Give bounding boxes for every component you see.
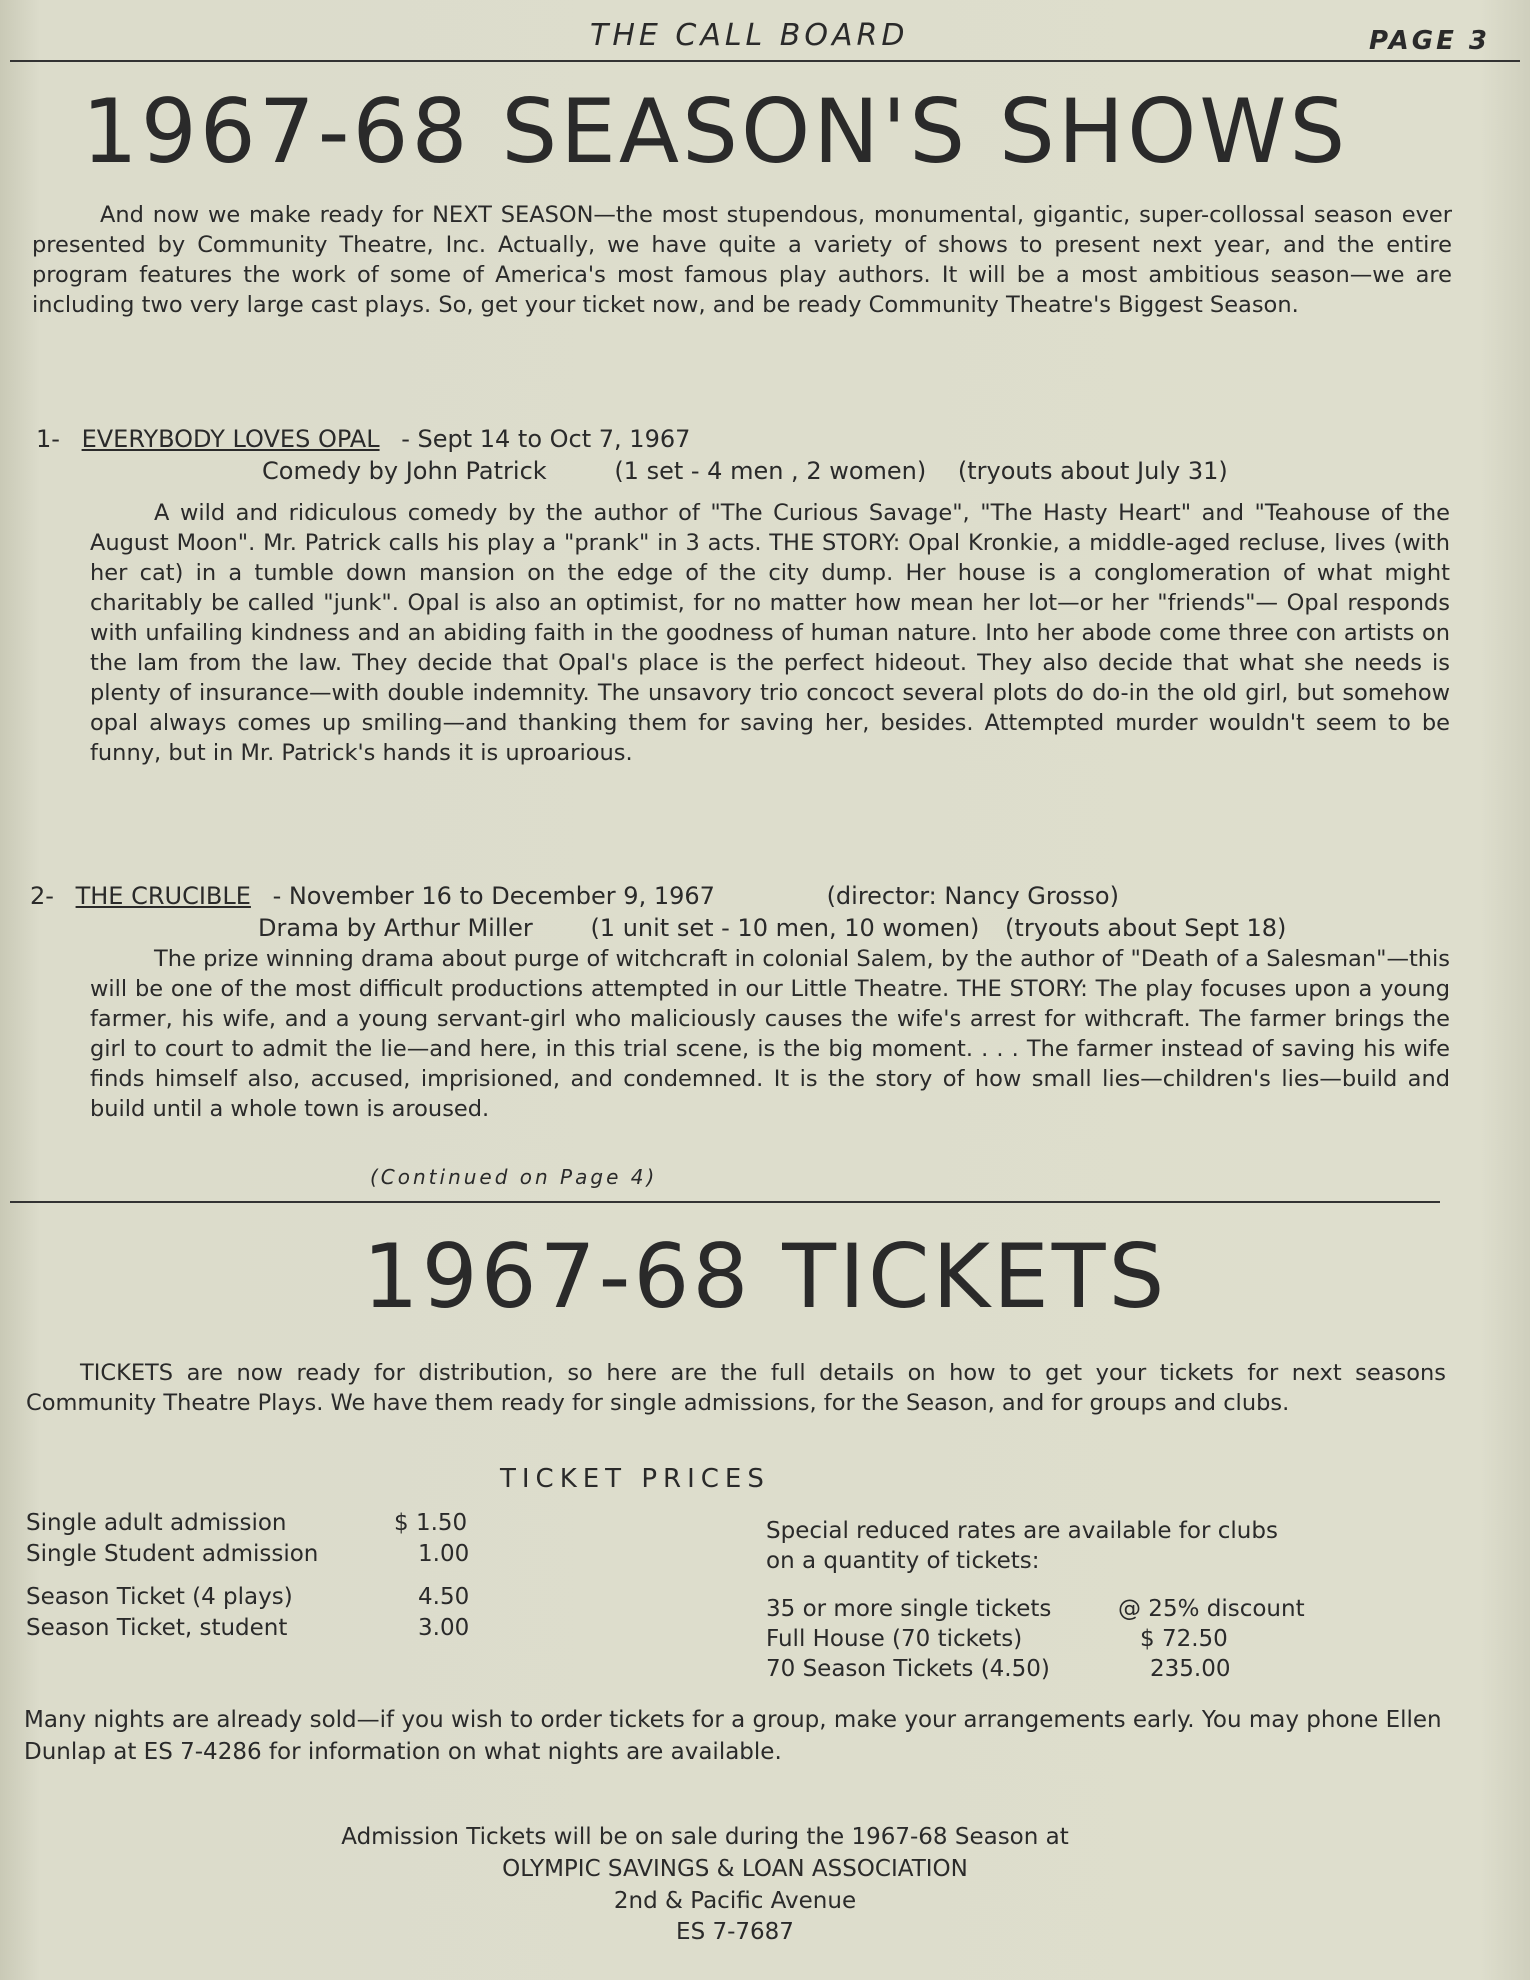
show-1-dates: - Sept 14 to Oct 7, 1967 [401, 425, 691, 453]
price-value: 1.00 [418, 1541, 470, 1567]
footer-phone: ES 7-7687 [676, 1919, 794, 1945]
footer-line-1: Admission Tickets will be on sale during the 1967-68 Season at [341, 1824, 1069, 1850]
show-2-header [30, 882, 1119, 910]
continued-note: (Continued on Page 4) [370, 1165, 658, 1189]
group-rate-label: Full House (70 tickets) [766, 1626, 1023, 1652]
show-2-title: THE CRUCIBLE [75, 882, 251, 910]
closing-note: Many nights are already sold—if you wish to order tickets for a group, make your arrangements early. You may phone Ellen Dunlap at ES 7-4286 for information on what nights are available. [24, 1707, 1442, 1765]
price-value: 3.00 [418, 1615, 470, 1641]
ticket-prices-heading: TICKET PRICES [500, 1464, 770, 1494]
show-2-director: (director: Nancy Grosso) [826, 882, 1119, 910]
masthead-title: THE CALL BOARD [590, 18, 909, 53]
intro-paragraph: And now we make ready for NEXT SEASON—the most stupendous, monumental, gigantic, super-collossal season ever presented by Community Theatre, Inc. Actually, we have quite a variety of shows to present next year, and the entire program features the work of some of America's most famous play authors. It will be a most ambitious season—we are including two very large cast plays. So, get your ticket now, and be ready Community Theatre's Biggest Season. [32, 202, 1452, 318]
show-1-title: EVERYBODY LOVES OPAL [81, 425, 380, 453]
group-note-line-1: Special reduced rates are available for clubs [766, 1518, 1278, 1544]
show-1-description: A wild and ridiculous comedy by the author of "The Curious Savage", "The Hasty Heart" and "Teahouse of the August Moon". Mr. Patrick calls his play a "prank" in 3 acts. THE STORY: Opal Kronkie, a middle-aged recluse, lives (with her cat) in a tumble down mansion on the edge of the city dump. Her house is a conglomeration of what might charitably be called "junk". Opal is also an optimist, for no matter how mean her lot—or her "friends"— Opal responds with unfailing kindness and an abiding faith in the goodness of human nature. Into her abode come three con artists on the lam from the law. They decide that Opal's place is the perfect hideout. They also decide that what she needs is plenty of insurance—with double indemnity. The unsavory trio concoct several plots do do-in the old girl, but somehow opal always comes up smiling—and thanking them for saving her, besides. Attempted murder wouldn't seem to be funny, but in Mr. Patrick's hands it is uproarious. [90, 500, 1450, 766]
page-number: PAGE 3 [1368, 26, 1490, 56]
footer-address: 2nd & Pacific Avenue [613, 1888, 857, 1914]
price-label: Single Student admission [26, 1541, 319, 1567]
show-2-subheader [258, 914, 1286, 942]
group-rate-value: @ 25% discount [1118, 1596, 1305, 1622]
show-2-tryouts: (tryouts about Sept 18) [1005, 914, 1287, 942]
price-label: Season Ticket (4 plays) [26, 1584, 293, 1610]
masthead [10, 12, 1520, 62]
show-1-subheader [262, 457, 1228, 485]
group-note-line-2: on a quantity of tickets: [766, 1548, 1040, 1574]
show-1-tryouts: (tryouts about July 31) [957, 457, 1228, 485]
price-value: $ 1.50 [394, 1510, 468, 1536]
show-2-cast: (1 unit set - 10 men, 10 women) [590, 914, 980, 942]
show-1-genre: Comedy by John Patrick [262, 457, 547, 485]
show-1-number: 1- [36, 425, 60, 453]
show-1-header [36, 425, 690, 453]
footer-organization: OLYMPIC SAVINGS & LOAN ASSOCIATION [502, 1856, 968, 1882]
group-rate-value: $ 72.50 [1140, 1626, 1228, 1652]
price-label: Season Ticket, student [26, 1615, 288, 1641]
price-label: Single adult admission [26, 1510, 287, 1536]
show-1-cast: (1 set - 4 men , 2 women) [614, 457, 927, 485]
tickets-title: 1967-68 TICKETS [362, 1225, 1168, 1328]
section-divider [10, 1201, 1440, 1203]
season-title: 1967-68 SEASON'S SHOWS [81, 80, 1349, 183]
show-2-dates: - November 16 to December 9, 1967 [272, 882, 715, 910]
tickets-intro: TICKETS are now ready for distribution, so here are the full details on how to get your tickets for next seasons Community Theatre Plays. We have them ready for single admissions, for the Season, and for groups and clubs. [26, 1360, 1446, 1416]
group-rate-label: 35 or more single tickets [766, 1596, 1052, 1622]
group-rate-value: 235.00 [1150, 1656, 1231, 1682]
price-value: 4.50 [418, 1584, 470, 1610]
show-2-description: The prize winning drama about purge of witchcraft in colonial Salem, by the author of "Death of a Salesman"—this will be one of the most difficult productions attempted in our Little Theatre. THE STORY: The play focuses upon a young farmer, his wife, and a young servant-girl who maliciously causes the wife's arrest for withcraft. The farmer brings the girl to court to admit the lie—and here, in this trial scene, is the big moment. . . . The farmer instead of saving his wife finds himself also, accused, imprisioned, and condemned. It is the story of how small lies—children's lies—build and build until a whole town is aroused. [90, 946, 1450, 1122]
group-rate-label: 70 Season Tickets (4.50) [766, 1656, 1050, 1682]
show-2-number: 2- [30, 882, 54, 910]
show-2-genre: Drama by Arthur Miller [258, 914, 533, 942]
